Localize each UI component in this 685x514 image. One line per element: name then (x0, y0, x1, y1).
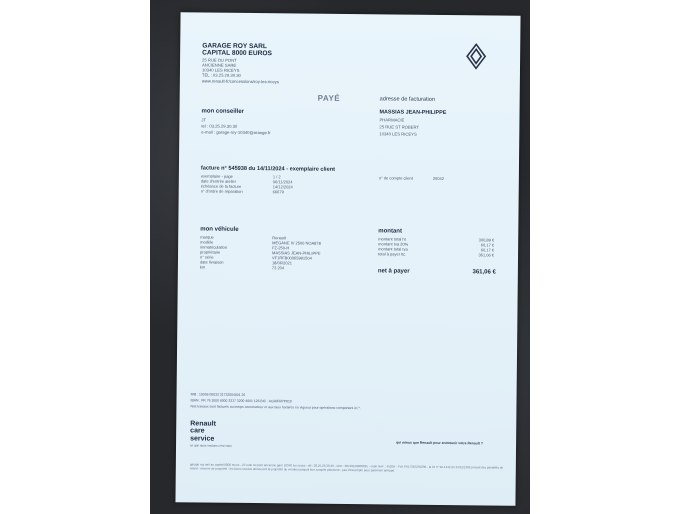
amount-row: total à payer ttc 361,06 € (378, 251, 495, 258)
background-right (530, 0, 685, 514)
garage-capital: CAPITAL 8000 EUROS (202, 49, 272, 58)
vehicle-details (200, 234, 321, 270)
garage-address2: ANCIENNE SARE (201, 62, 237, 68)
invoice-row: exemplaire - page 1 / 2 (200, 173, 281, 180)
renault-logo-icon (465, 43, 487, 69)
client-account: n° de compte client 20042 (378, 175, 444, 182)
garage-name-line1: GARAGE ROY SARL (202, 42, 267, 51)
labour-notice: Nos travaux sont facturés au temps constructeur et aux taux horaires en vigueur pour opérations comportant ici *. (190, 404, 361, 411)
garage-name (202, 42, 272, 57)
bank-iban: IBAN : FR 76 1000 6000 3317 3200 4001 126 BIC : AGRIFRPP810 (190, 398, 292, 404)
brand-line3: service (190, 435, 215, 443)
amounts-heading: montant (378, 228, 402, 235)
vehicle-row: marque Renault (200, 234, 287, 241)
advisor-email: e-mail : garage-roy-10340@orange.fr (201, 129, 271, 136)
billing-heading: adresse de facturation (379, 96, 436, 103)
background-left (0, 0, 150, 514)
garage-phone: TEL : 03.25.29.30.30 (201, 72, 241, 78)
client-city: 10340 LES RICEYS (379, 131, 417, 137)
net-value: 361,06 € (472, 269, 496, 276)
vehicle-row: km 73 204 (199, 264, 285, 271)
brand-line1: Renault (190, 420, 216, 428)
invoice-row: échéance de la facture 14/12/2024 (200, 183, 293, 190)
amount-row: montant total ht 300,89 € (378, 236, 495, 243)
net-to-pay (378, 268, 498, 275)
garage-website: www.renault-fr/concessions/roy-les-riceys (201, 78, 279, 85)
garage-address1: 25 RUE DU PONT (202, 57, 237, 63)
vehicle-heading: mon véhicule (200, 226, 239, 233)
advisor-name: JT (201, 117, 207, 123)
invoice-title: facture n° 545938 du 14/11/2024 - exemplaire client (200, 165, 336, 173)
vehicle-row: modèle MEGANE IV 2500 NOA878 (200, 239, 321, 246)
amount-row: montant tva 20% 60,17 € (378, 241, 495, 248)
amounts-details (378, 236, 494, 257)
paid-stamp: PAYÉ (317, 93, 341, 103)
client-company: PHARMACIE (379, 117, 405, 123)
invoice-row: date d'entrée atelier 06/11/2024 (200, 178, 293, 185)
advisor-heading: mon conseiller (201, 108, 244, 115)
vehicle-row: propriétaire MASSIAS JEAN-PHILIPPE (200, 249, 321, 256)
invoice-row: n° d'ordre de réparation 66679 (200, 188, 284, 195)
invoice-details (201, 173, 293, 194)
bank-rib: RIB : 10006 00033 31732004001 26 (190, 392, 246, 397)
brand-subtitle: ce que nous voulons c'est vous (190, 443, 232, 448)
client-address: 25 RUE ST ROBERT (379, 124, 420, 130)
amount-row: montant total tva 60,17 € (378, 246, 495, 253)
net-label: net à payer (377, 268, 410, 275)
advisor-tel: tel : 03.25.29.30.30 (201, 123, 238, 129)
invoice-sheet (175, 12, 520, 506)
vehicle-row: n° série VF1RFB00065991504 (199, 254, 312, 261)
brand-line2: care (190, 427, 205, 435)
tagline: qui mieux que Renault pour entretenir votre Renault ? (396, 440, 483, 446)
vehicle-row: date livraison 18/06/2021 (199, 259, 293, 266)
legal-footer: garage roy sarl au capital 8000 euros - 25 rude du pont ancienne gare 10340 les riceys - tél : 03.25.29.30.30 - siret : 38729109000025 - code NAF : 4520A - TVA FR17387291090 - la loi n° 92-1442 du 31/12/1992 prévoit des pénalités de retard - réserve de propriété : les biens vendus demeurent la propriété du vendeur jusqu'à leur complet paiement - pas d'escompte pour paiement anticipé. (189, 462, 504, 473)
vehicle-row: immatriculation FZ-250-H (200, 244, 290, 251)
client-name: MASSIAS JEAN-PHILIPPE (379, 109, 447, 117)
renault-care-service-logo (190, 420, 216, 442)
garage-city: 10340 LES RICEYS (201, 67, 240, 73)
